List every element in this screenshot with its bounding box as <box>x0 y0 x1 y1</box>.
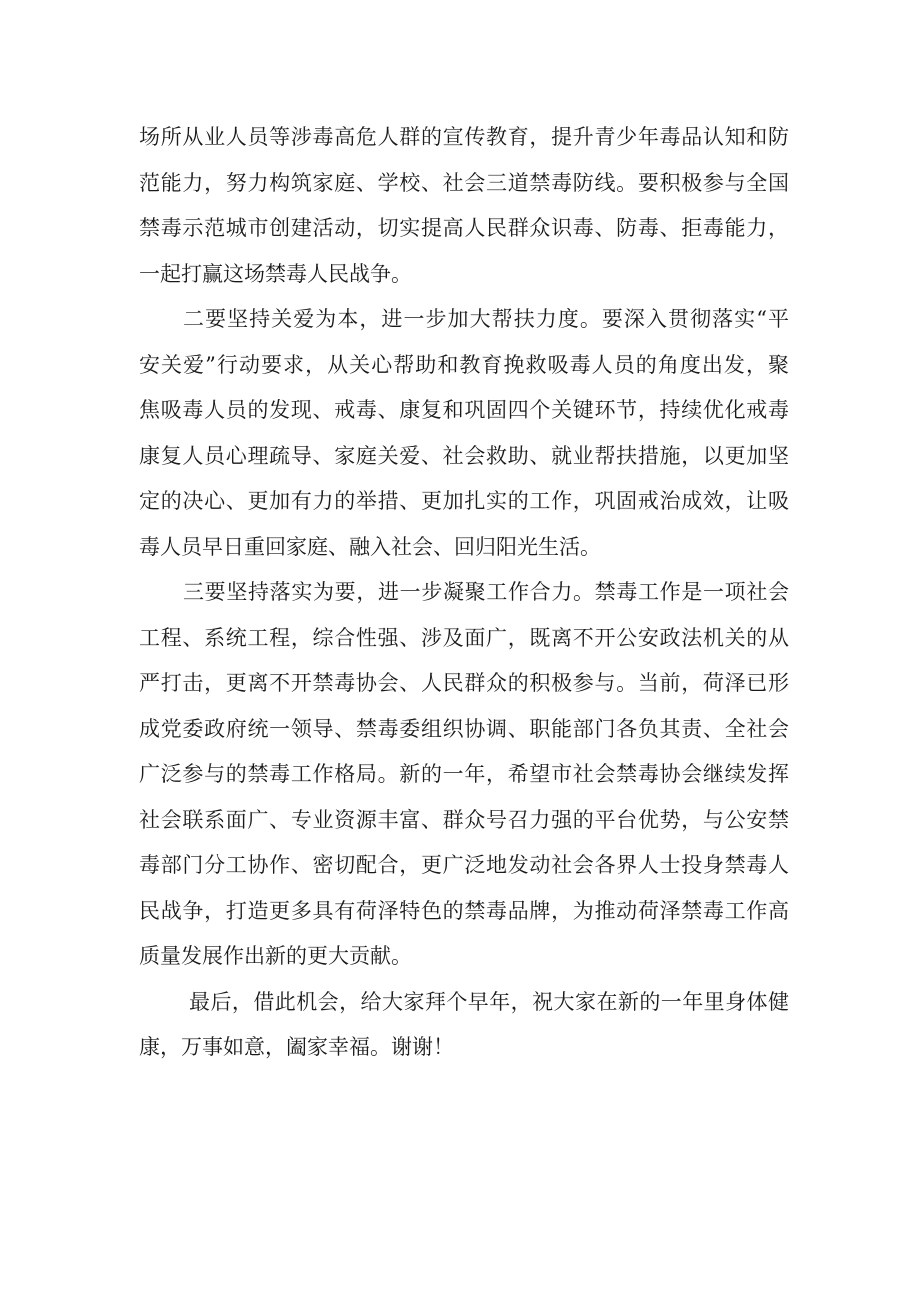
text-line: 广泛参与的禁毒工作格局。新的一年，希望市社会禁毒协会继续发挥 <box>139 762 789 786</box>
text-line: 范能力，努力构筑家庭、学校、社会三道禁毒防线。要积极参与全国 <box>139 170 789 195</box>
paragraph-1 <box>139 115 789 297</box>
text-line: 定的决心、更加有力的举措、更加扎实的工作，巩固戒治成效，让吸 <box>139 489 789 513</box>
text-line: 三要坚持落实为要，进一步凝聚工作合力。禁毒工作是一项社会 <box>183 580 789 604</box>
text-line: 二要坚持关爱为本，进一步加大帮扶力度。要深入贯彻落实“平 <box>183 307 789 331</box>
text-line: 禁毒示范城市创建活动，切实提高人民群众识毒、防毒、拒毒能力， <box>139 216 789 240</box>
text-line: 质量发展作出新的更大贡献。 <box>139 944 412 968</box>
paragraph-4 <box>139 980 789 1071</box>
document-body <box>139 115 789 1071</box>
text-line: 康复人员心理疏导、家庭关爱、社会救助、就业帮扶措施，以更加坚 <box>139 443 789 468</box>
text-line: 场所从业人员等涉毒高危人群的宣传教育，提升青少年毒品认知和防 <box>139 125 789 149</box>
text-line: 工程、系统工程，综合性强、涉及面广，既离不开公安政法机关的从 <box>139 625 789 650</box>
text-line: 康，万事如意，阖家幸福。谢谢！ <box>139 1035 454 1059</box>
text-line: 最后，借此机会，给大家拜个早年，祝大家在新的一年里身体健 <box>189 989 789 1014</box>
text-line: 焦吸毒人员的发现、戒毒、康复和巩固四个关键环节，持续优化戒毒 <box>139 398 789 422</box>
text-line: 成党委政府统一领导、禁毒委组织协调、职能部门各负其责、全社会 <box>139 716 789 741</box>
text-line: 安关爱”行动要求，从关心帮助和教育挽救吸毒人员的角度出发，聚 <box>139 352 789 377</box>
text-line: 民战争，打造更多具有荷泽特色的禁毒品牌，为推动荷泽禁毒工作高 <box>139 898 789 923</box>
text-line: 严打击，更离不开禁毒协会、人民群众的积极参与。当前，荷泽已形 <box>139 671 789 695</box>
text-line: 毒部门分工协作、密切配合，更广泛地发动社会各界人士投身禁毒人 <box>139 853 789 877</box>
text-line: 社会联系面广、专业资源丰富、群众号召力强的平台优势，与公安禁 <box>139 807 789 832</box>
text-line: 一起打赢这场禁毒人民战争。 <box>139 261 412 286</box>
paragraph-2 <box>139 297 789 570</box>
text-line: 毒人员早日重回家庭、融入社会、回归阳光生活。 <box>139 534 601 559</box>
paragraph-3 <box>139 570 789 980</box>
